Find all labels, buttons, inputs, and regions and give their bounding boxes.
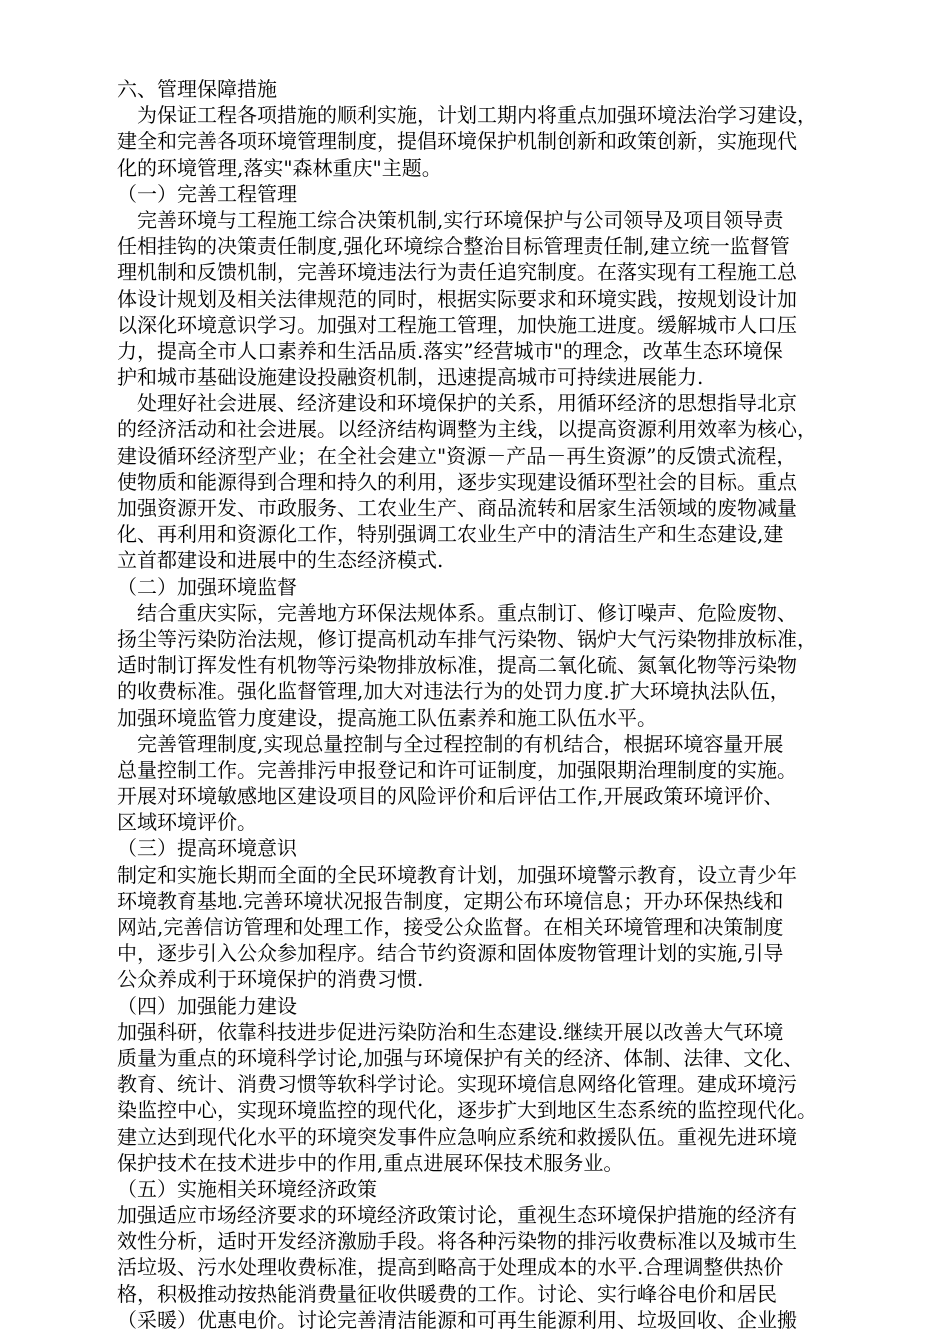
text-line: 护和城市基础设施建设投融资机制，迅速提高城市可持续进展能力. <box>117 365 704 390</box>
text-line: 扬尘等污染防治法规，修订提高机动车排气污染物、锅炉大气污染物排放标准， <box>117 626 817 651</box>
text-line: 制定和实施长期而全面的全民环境教育计划，加强环境警示教育，设立青少年 <box>117 862 797 887</box>
text-line: （四）加强能力建设 <box>117 993 297 1018</box>
text-line: 结合重庆实际，完善地方环保法规体系。重点制订、修订噪声、危险废物、 <box>117 600 797 625</box>
text-line: 建设循环经济型产业；在全社会建立"资源－产品－再生资源”的反馈式流程， <box>117 443 797 468</box>
text-line: 化的环境管理,落实"森林重庆"主题。 <box>117 155 442 180</box>
text-line: 化、再利用和资源化工作，特别强调工农业生产中的清洁生产和生态建设,建 <box>117 522 784 547</box>
text-line: 力，提高全市人口素养和生活品质.落实”经营城市"的理念，改革生态环境保 <box>117 338 783 363</box>
text-line: 以深化环境意识学习。加强对工程施工管理，加快施工进度。缓解城市人口压 <box>117 312 797 337</box>
text-line: 使物质和能源得到合理和持久的利用，逐步实现建设循环型社会的目标。重点 <box>117 469 797 494</box>
text-line: 加强适应市场经济要求的环境经济政策讨论，重视生态环境保护措施的经济有 <box>117 1203 797 1228</box>
text-line: 建全和完善各项环境管理制度，提倡环境保护机制创新和政策创新，实施现代 <box>117 129 797 154</box>
text-line: （三）提高环境意识 <box>117 836 297 861</box>
text-line: 完善环境与工程施工综合决策机制,实行环境保护与公司领导及项目领导责 <box>117 207 784 232</box>
text-line: 理机制和反馈机制，完善环境违法行为责任追究制度。在落实现有工程施工总 <box>117 260 797 285</box>
text-line: 格，积极推动按热能消费量征收供暖费的工作。讨论、实行峰谷电价和居民 <box>117 1281 777 1306</box>
text-line: 的收费标准。强化监督管理,加大对违法行为的处罚力度.扩大环境执法队伍， <box>117 679 790 704</box>
text-line: 任相挂钩的决策责任制度,强化环境综合整治目标管理责任制,建立统一监督管 <box>117 234 790 259</box>
text-line: 网站,完善信访管理和处理工作，接受公众监督。在相关环境管理和决策制度 <box>117 915 784 939</box>
text-line: 区域环境评价。 <box>117 810 257 835</box>
text-line: 环境教育基地.完善环境状况报告制度，定期公布环境信息；开办环保热线和 <box>117 888 784 913</box>
text-line: 加强环境监管力度建设，提高施工队伍素养和施工队伍水平。 <box>117 705 657 730</box>
text-line: 保护技术在技术进步中的作用,重点进展环保技术服务业。 <box>117 1150 624 1175</box>
text-line: 教育、统计、消费习惯等软科学讨论。实现环境信息网络化管理。建成环境污 <box>117 1072 797 1097</box>
text-line: 体设计规划及相关法律规范的同时，根据实际要求和环境实践，按规划设计加 <box>117 286 797 311</box>
text-line: （五）实施相关环境经济政策 <box>117 1176 377 1201</box>
text-line: 总量控制工作。完善排污申报登记和许可证制度，加强限期治理制度的实施。 <box>117 757 797 782</box>
text-line: 完善管理制度,实现总量控制与全过程控制的有机结合，根据环境容量开展 <box>117 731 784 756</box>
text-line: 适时制订挥发性有机物等污染物排放标准，提高二氧化硫、氮氧化物等污染物 <box>117 653 797 678</box>
text-line: 六、管理保障措施 <box>117 77 277 101</box>
text-line: 活垃圾、污水处理收费标准，提高到略高于处理成本的水平.合理调整供热价 <box>117 1255 784 1280</box>
text-line: 中，逐步引入公众参加程序。结合节约资源和固体废物管理计划的实施,引导 <box>117 941 784 966</box>
text-line: 效性分析，适时开发经济激励手段。将各种污染物的排污收费标准以及城市生 <box>117 1229 797 1254</box>
text-line: （一）完善工程管理 <box>117 181 297 206</box>
text-line: 为保证工程各项措施的顺利实施，计划工期内将重点加强环境法治学习建设， <box>117 103 817 128</box>
text-line: 开展对环境敏感地区建设项目的风险评价和后评估工作,开展政策环境评价、 <box>117 784 784 809</box>
text-line: 公众养成利于环境保护的消费习惯. <box>117 967 424 992</box>
text-line: 处理好社会进展、经济建设和环境保护的关系，用循环经济的思想指导北京 <box>117 391 797 416</box>
text-line: 加强科研，依靠科技进步促进污染防治和生态建设.继续开展以改善大气环境 <box>117 1019 784 1044</box>
text-line: 的经济活动和社会进展。以经济结构调整为主线，以提高资源利用效率为核心， <box>117 417 817 442</box>
text-line: （采暖）优惠电价。讨论完善清洁能源和可再生能源利用、垃圾回收、企业搬 <box>117 1307 797 1332</box>
text-line: 加强资源开发、市政服务、工农业生产、商品流转和居家生活领域的废物减量 <box>117 496 797 520</box>
text-line: 建立达到现代化水平的环境突发事件应急响应系统和救援队伍。重视先进环境 <box>117 1124 797 1149</box>
text-line: 染监控中心，实现环境监控的现代化，逐步扩大到地区生态系统的监控现代化。 <box>117 1098 817 1123</box>
text-line: （二）加强环境监督 <box>117 574 297 599</box>
text-line: 质量为重点的环境科学讨论,加强与环境保护有关的经济、体制、法律、文化、 <box>117 1045 804 1070</box>
text-line: 立首都建设和进展中的生态经济模式. <box>117 548 444 573</box>
document-page <box>117 76 887 1333</box>
